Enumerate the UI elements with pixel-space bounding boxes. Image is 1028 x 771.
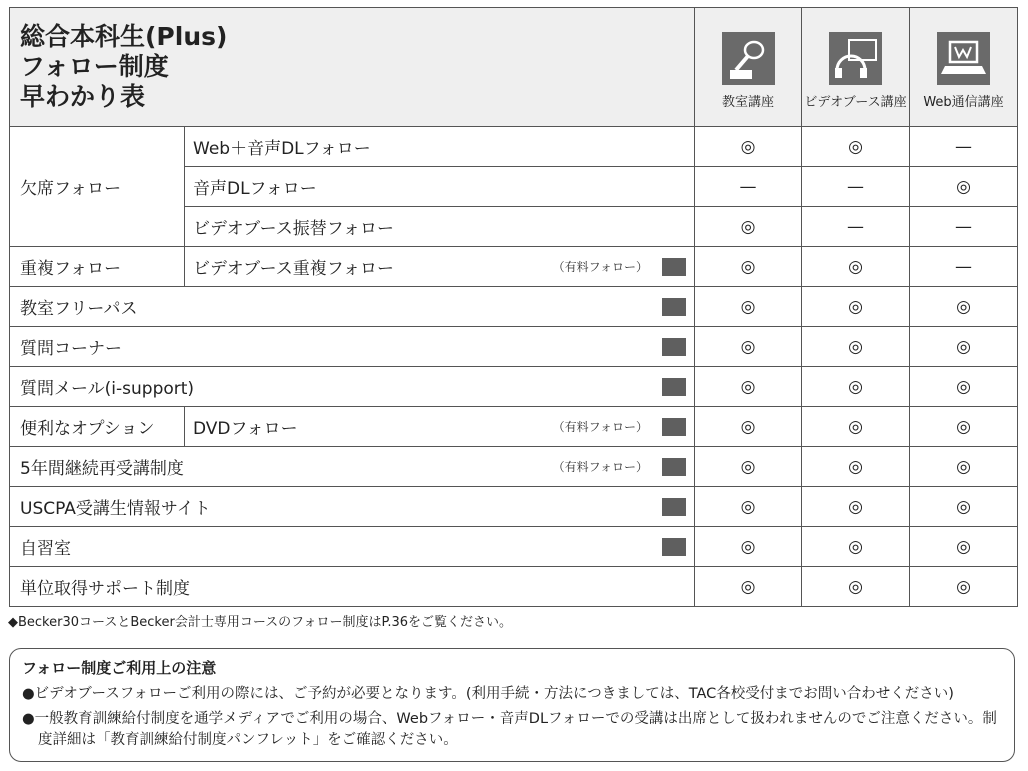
mark-classroom: ◎: [695, 487, 802, 527]
mark-videobooth: ◎: [802, 567, 910, 607]
mark-web: ◎: [910, 447, 1018, 487]
microphone-icon: [722, 32, 775, 85]
mark-videobooth: —: [802, 167, 910, 207]
course-header-videobooth: ビデオブース講座: [802, 8, 910, 127]
mark-videobooth: ◎: [802, 447, 910, 487]
mark-videobooth: ◎: [802, 327, 910, 367]
mark-classroom: ◎: [695, 327, 802, 367]
follow-table: [9, 7, 1018, 607]
laptop-web-icon: [937, 32, 990, 85]
mark-classroom: ◎: [695, 367, 802, 407]
mark-classroom: ◎: [695, 287, 802, 327]
mark-web: —: [910, 247, 1018, 287]
table-row: [10, 447, 1018, 487]
mark-web: ◎: [910, 487, 1018, 527]
row-label: 自習室: [20, 539, 71, 559]
mark-videobooth: ◎: [802, 527, 910, 567]
mark-classroom: ◎: [695, 207, 802, 247]
mark-videobooth: ◎: [802, 247, 910, 287]
mark-web: ◎: [910, 407, 1018, 447]
row-label: 教室フリーパス: [20, 299, 138, 319]
mark-web: —: [910, 207, 1018, 247]
notice-item: ●一般教育訓練給付制度を通学メディアでご利用の場合、Webフォロー・音声DLフォローでの受講は出席として扱われませんのでご注意ください。制度詳細は「教育訓練給付制度パンフレット」をご確認ください。: [22, 711, 997, 748]
mark-videobooth: ◎: [802, 127, 910, 167]
mark-web: ◎: [910, 527, 1018, 567]
table-header-row: [10, 8, 1018, 127]
mark-classroom: ◎: [695, 567, 802, 607]
duplicate-follow-icon: [662, 258, 686, 276]
table-row: [10, 407, 1018, 447]
video-headphones-icon: [829, 32, 882, 85]
row-label: ビデオブース重複フォロー: [193, 259, 394, 279]
row-label: 質問コーナー: [20, 339, 122, 359]
mark-classroom: ◎: [695, 407, 802, 447]
row-label: 質問メール(i-support): [20, 379, 195, 399]
monitor-icon: [662, 498, 686, 516]
mark-web: —: [910, 127, 1018, 167]
absence-follow-category: 欠席フォロー: [10, 127, 185, 247]
page-title: 総合本科生(Plus) フォロー制度 早わかり表: [10, 8, 695, 127]
course-header-web: Web通信講座: [910, 8, 1018, 127]
mark-classroom: ◎: [695, 247, 802, 287]
mark-web: ◎: [910, 367, 1018, 407]
five-year-icon: [662, 458, 686, 476]
mark-classroom: ◎: [695, 527, 802, 567]
row-category: 重複フォロー: [10, 247, 185, 287]
notice-box: [9, 648, 1015, 762]
course-header-classroom: 教室講座: [695, 8, 802, 127]
mark-web: ◎: [910, 287, 1018, 327]
row-label: 5年間継続再受講制度: [20, 459, 184, 479]
mark-classroom: —: [695, 167, 802, 207]
table-row: [10, 327, 1018, 367]
row-label: 単位取得サポート制度: [10, 567, 695, 607]
table-row: [10, 527, 1018, 567]
table-row: [10, 487, 1018, 527]
table-row: [10, 127, 1018, 167]
mark-videobooth: ◎: [802, 287, 910, 327]
question-desk-icon: [662, 338, 686, 356]
row-label: DVDフォロー: [193, 419, 298, 439]
mark-videobooth: —: [802, 207, 910, 247]
table-row: [10, 367, 1018, 407]
mark-classroom: ◎: [695, 127, 802, 167]
mail-icon: [662, 378, 686, 396]
row-label: 音声DLフォロー: [185, 167, 695, 207]
mark-web: ◎: [910, 167, 1018, 207]
mark-videobooth: ◎: [802, 407, 910, 447]
notice-title: フォロー制度ご利用上の注意: [22, 659, 217, 677]
table-row: [10, 287, 1018, 327]
mark-videobooth: ◎: [802, 367, 910, 407]
mark-web: ◎: [910, 567, 1018, 607]
running-person-icon: [662, 298, 686, 316]
study-room-icon: [662, 538, 686, 556]
row-category: 便利なオプション: [10, 407, 185, 447]
row-label: USCPA受講生情報サイト: [20, 499, 211, 519]
mark-videobooth: ◎: [802, 487, 910, 527]
table-row: [10, 567, 1018, 607]
mark-classroom: ◎: [695, 447, 802, 487]
table-row: [10, 247, 1018, 287]
dvd-icon: [662, 418, 686, 436]
notice-item: ●ビデオブースフォローご利用の際には、ご予約が必要となります。(利用手続・方法につきましては、TAC各校受付までお問い合わせください): [22, 686, 954, 702]
paid-follow-note: （有料フォロー）: [552, 420, 648, 434]
footnote: ◆Becker30コースとBecker会計士専用コースのフォロー制度はP.36をご覧ください。: [8, 615, 513, 630]
mark-web: ◎: [910, 327, 1018, 367]
row-label: ビデオブース振替フォロー: [185, 207, 695, 247]
row-label: Web＋音声DLフォロー: [185, 127, 695, 167]
paid-follow-note: （有料フォロー）: [552, 260, 648, 274]
paid-follow-note: （有料フォロー）: [552, 460, 648, 474]
